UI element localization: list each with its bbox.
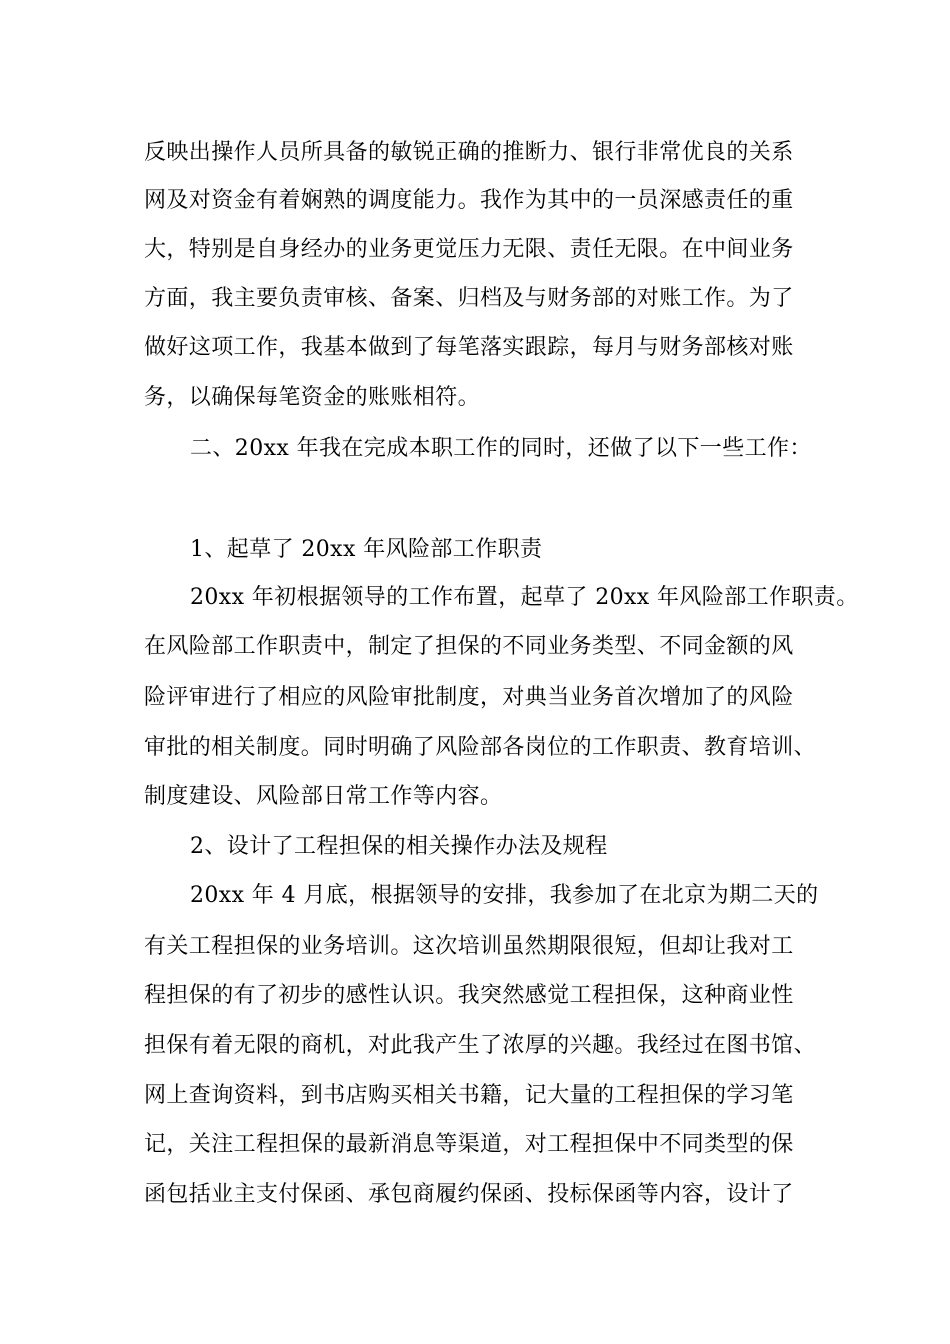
text-line: 20xx 年 4 月底，根据领导的安排，我参加了在北京为期二天的 <box>190 883 819 908</box>
text-line: 有关工程担保的业务培训。这次培训虽然期限很短，但却让我对工 <box>144 934 794 959</box>
section-heading: 二、20xx 年我在完成本职工作的同时，还做了以下一些工作： <box>190 436 812 461</box>
text-line: 制度建设、风险部日常工作等内容。 <box>144 784 503 809</box>
text-line: 反映出操作人员所具备的敏锐正确的推断力、银行非常优良的关系 <box>144 140 794 165</box>
text-line: 网及对资金有着娴熟的调度能力。我作为其中的一员深感责任的重 <box>144 188 794 213</box>
text-line: 函包括业主支付保函、承包商履约保函、投标保函等内容，设计了 <box>144 1182 794 1207</box>
text-line: 网上查询资料，到书店购买相关书籍，记大量的工程担保的学习笔 <box>144 1083 794 1108</box>
text-line: 记，关注工程担保的最新消息等渠道，对工程担保中不同类型的保 <box>144 1132 794 1157</box>
text-line: 审批的相关制度。同时明确了风险部各岗位的工作职责、教育培训、 <box>144 735 817 760</box>
text-line: 程担保的有了初步的感性认识。我突然感觉工程担保，这种商业性 <box>144 983 794 1008</box>
text-line: 务，以确保每笔资金的账账相符。 <box>144 385 481 410</box>
subsection-heading: 1、起草了 20xx 年风险部工作职责 <box>190 537 543 562</box>
text-line: 方面，我主要负责审核、备案、归档及与财务部的对账工作。为了 <box>144 286 794 311</box>
text-line: 做好这项工作，我基本做到了每笔落实跟踪，每月与财务部核对账 <box>144 335 794 360</box>
text-line: 在风险部工作职责中，制定了担保的不同业务类型、不同金额的风 <box>144 634 794 659</box>
text-line: 20xx 年初根据领导的工作布置，起草了 20xx 年风险部工作职责。 <box>190 585 859 610</box>
subsection-heading: 2、设计了工程担保的相关操作办法及规程 <box>190 834 608 859</box>
text-line: 担保有着无限的商机，对此我产生了浓厚的兴趣。我经过在图书馆、 <box>144 1033 817 1058</box>
text-line: 险评审进行了相应的风险审批制度，对典当业务首次增加了的风险 <box>144 685 794 710</box>
text-line: 大，特别是自身经办的业务更觉压力无限、责任无限。在中间业务 <box>144 237 794 262</box>
